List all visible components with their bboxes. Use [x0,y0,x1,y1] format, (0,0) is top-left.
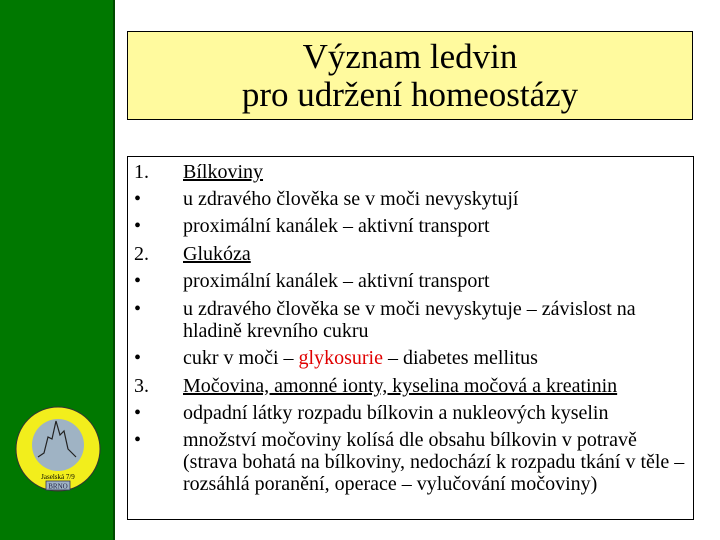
list-text: Glukóza [183,243,251,265]
list-text: Bílkoviny [183,161,264,183]
list-text: odpadní látky rozpadu bílkovin a nukleových kyselin [183,402,609,424]
list-marker: • [134,429,142,451]
svg-text:Jaselská 7/9: Jaselská 7/9 [41,473,75,481]
title-line-1: Význam ledvin [302,37,518,76]
svg-text:BRNO: BRNO [48,482,68,491]
list-marker: • [134,270,142,292]
list-marker: 2. [134,243,149,265]
list-marker: • [134,347,142,369]
text-part: cukr v moči – [183,347,299,369]
list-marker: • [134,188,142,210]
list-marker: • [134,215,142,237]
school-logo [14,405,102,493]
title-line-2: pro udržení homeostázy [241,75,579,114]
list-text: u zdravého člověka se v moči nevyskytuje – závislost na hladině krevního cukru [183,298,636,342]
list-marker: • [134,298,142,320]
list-text: množství močoviny kolísá dle obsahu bílkovin v potravě (strava bohatá na bílkoviny, nedochází k rozpadu tkání v těle – rozsáhlá poranění, operace – vylučování močoviny) [183,429,685,495]
highlighted-term: glykosurie [298,347,383,369]
list-marker: • [134,402,142,424]
list-text: proximální kanálek – aktivní transport [183,215,490,237]
list-text: Močovina, amonné ionty, kyselina močová a kreatinin [183,375,618,397]
list-text: u zdravého člověka se v moči nevyskytují [183,188,519,210]
list-marker: 3. [134,375,149,397]
slide-title [127,31,693,120]
list-text [183,347,688,369]
list-text: proximální kanálek – aktivní transport [183,270,490,292]
content-list [127,156,694,520]
list-marker: 1. [134,161,149,183]
text-part: – diabetes mellitus [382,347,538,369]
